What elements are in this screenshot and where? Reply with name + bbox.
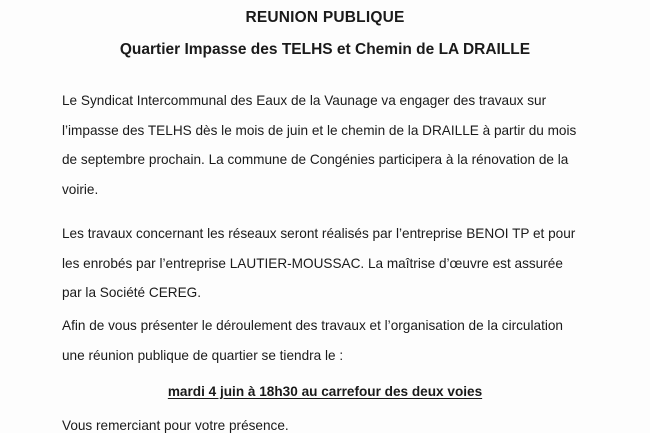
text-line: de septembre prochain. La commune de Congénies participera à la rénovation de la	[62, 152, 569, 167]
text-line: Le Syndicat Intercommunal des Eaux de la Vaunage va engager des travaux sur	[62, 93, 547, 108]
text-line: par la Société CEREG.	[62, 285, 202, 300]
page-title: REUNION PUBLIQUE	[245, 9, 405, 26]
paragraph-meeting-intro	[62, 311, 592, 370]
text-line: une réunion publique de quartier se tiendra le :	[62, 347, 344, 363]
text-line: l’impasse des TELHS dès le mois de juin et le chemin de la DRAILLE à partir du mois	[62, 122, 577, 138]
text-line: Afin de vous présenter le déroulement des travaux et l’organisation de la circulation	[62, 318, 563, 333]
paragraph-contractors	[62, 219, 592, 308]
page-subtitle: Quartier Impasse des TELHS et Chemin de LA DRAILLE	[119, 41, 531, 58]
meeting-text: mardi 4 juin à 18h30 au carrefour des deux voies	[167, 384, 483, 399]
text-line: les enrobés par l’entreprise LAUTIER-MOUSSAC. La maîtrise d’œuvre est assurée	[62, 255, 563, 271]
text-line: Les travaux concernant les réseaux seront réalisés par l’entreprise BENOI TP et pour	[62, 226, 576, 241]
meeting-date-location	[0, 384, 650, 399]
closing-line: Vous remerciant pour votre présence.	[62, 418, 289, 433]
paragraph-announcement	[62, 86, 592, 204]
text-line: voirie.	[62, 181, 99, 197]
